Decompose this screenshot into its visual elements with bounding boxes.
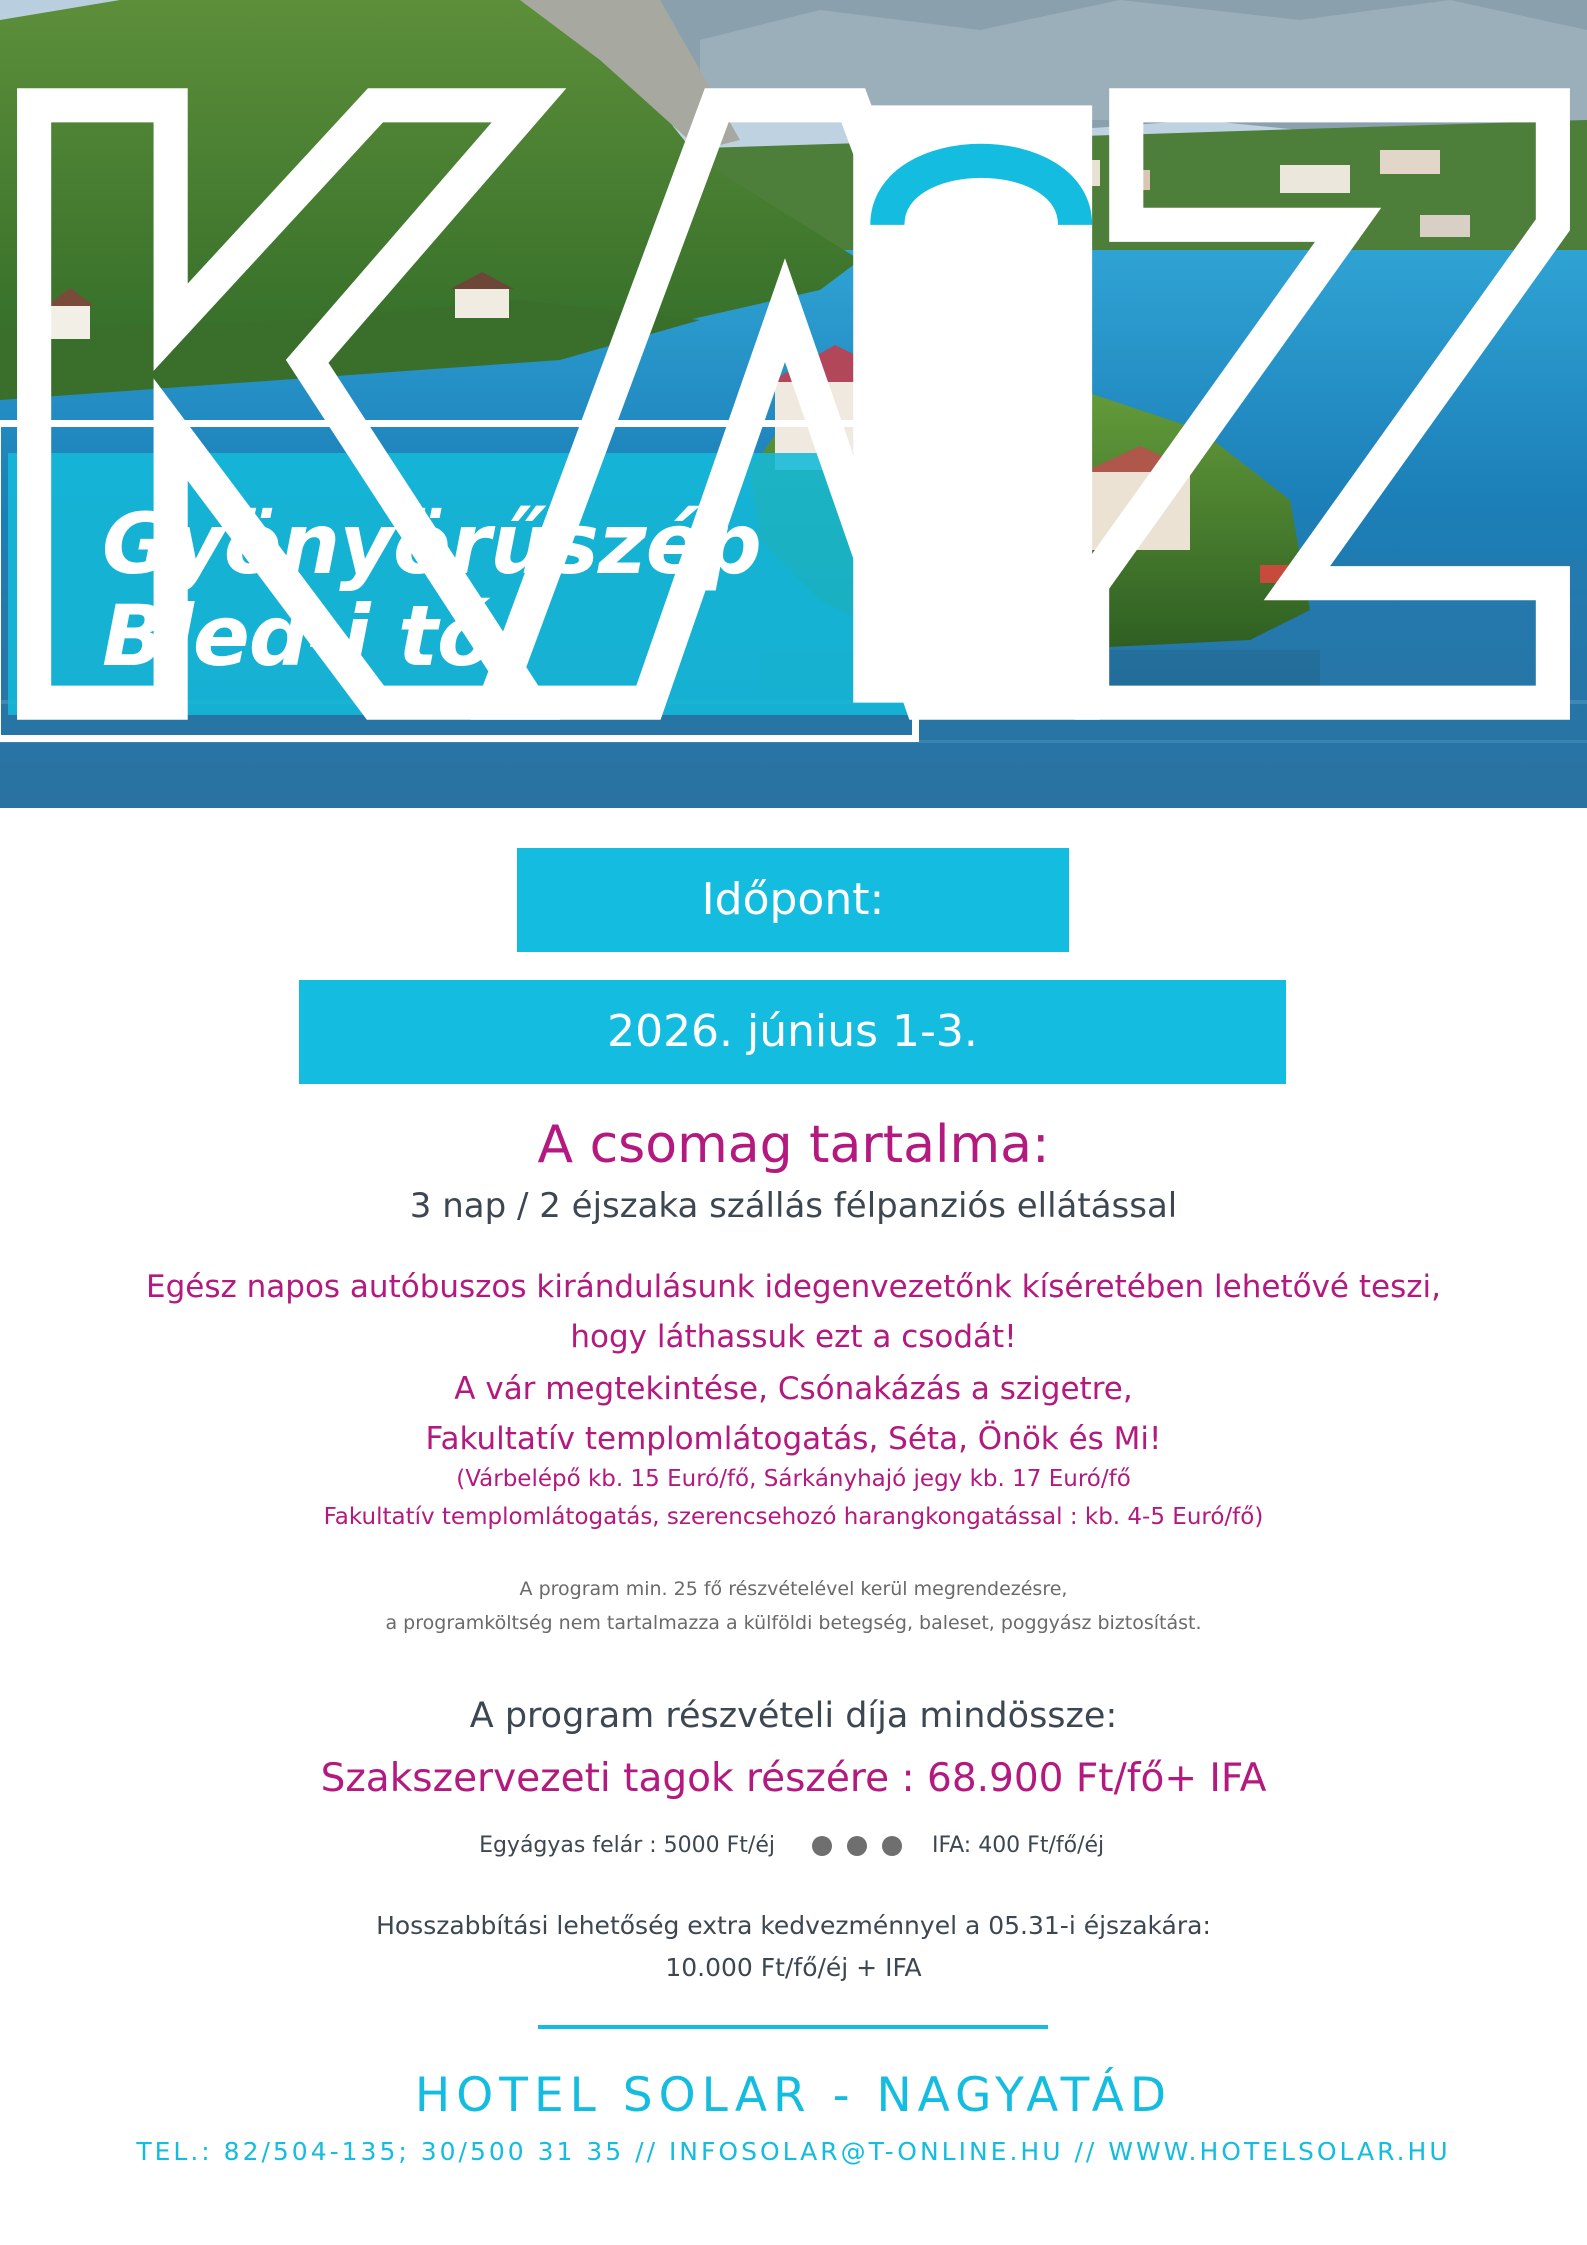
description-line: hogy láthassuk ezt a csodát! <box>570 1319 1017 1355</box>
hotel-name: HOTEL SOLAR - NAGYATÁD <box>414 2068 1173 2123</box>
description-line: A vár megtekintése, Csónakázás a szigetre, <box>454 1371 1133 1407</box>
single-supplement: Egyágyas felár : 5000 Ft/éj <box>479 1833 775 1858</box>
member-price: Szakszervezeti tagok részére : 68.900 Ft/fő+ IFA <box>320 1756 1267 1801</box>
fine-print: a programköltség nem tartalmazza a külföldi betegség, baleset, poggyász biztosítást. <box>385 1612 1202 1634</box>
package-subtitle: 3 nap / 2 éjszaka szállás félpanziós ellátással <box>409 1186 1178 1226</box>
hero-image <box>0 0 1587 808</box>
extension-price: 10.000 Ft/fő/éj + IFA <box>665 1953 922 1982</box>
package-title: A csomag tartalma: <box>537 1115 1050 1175</box>
description-line: Fakultatív templomlátogatás, Séta, Önök és Mi! <box>425 1421 1162 1457</box>
kasz-logo <box>0 0 1587 808</box>
description-line: Egész napos autóbuszos kirándulásunk idegenvezetőnk kíséretében lehetővé teszi, <box>146 1269 1441 1305</box>
title-line-1: Gyönyörűszép <box>102 495 761 593</box>
hotel-contact: TEL.: 82/504-135; 30/500 31 35 // INFOSOLAR@T-ONLINE.HU // WWW.HOTELSOLAR.HU <box>136 2137 1451 2166</box>
fee-heading: A program részvételi díja mindössze: <box>469 1696 1118 1736</box>
fine-print: A program min. 25 fő részvételével kerül megrendezésre, <box>519 1578 1068 1600</box>
extension-offer: Hosszabbítási lehetőség extra kedvezménnyel a 05.31-i éjszakára: <box>376 1911 1211 1940</box>
date-value-box: 2026. június 1-3. <box>299 980 1286 1084</box>
separator-dots-icon <box>811 1835 903 1857</box>
extra-charges <box>0 1826 1587 1866</box>
title-line-2: Bled-i tó <box>102 587 494 685</box>
date-label-box: Időpont: <box>517 848 1069 952</box>
footer-divider <box>538 2025 1048 2029</box>
tourist-tax: IFA: 400 Ft/fő/éj <box>932 1833 1105 1858</box>
price-note: Fakultatív templomlátogatás, szerencsehozó harangkongatással : kb. 4-5 Euró/fő) <box>323 1504 1264 1530</box>
price-note: (Várbelépő kb. 15 Euró/fő, Sárkányhajó jegy kb. 17 Euró/fő <box>456 1466 1131 1492</box>
